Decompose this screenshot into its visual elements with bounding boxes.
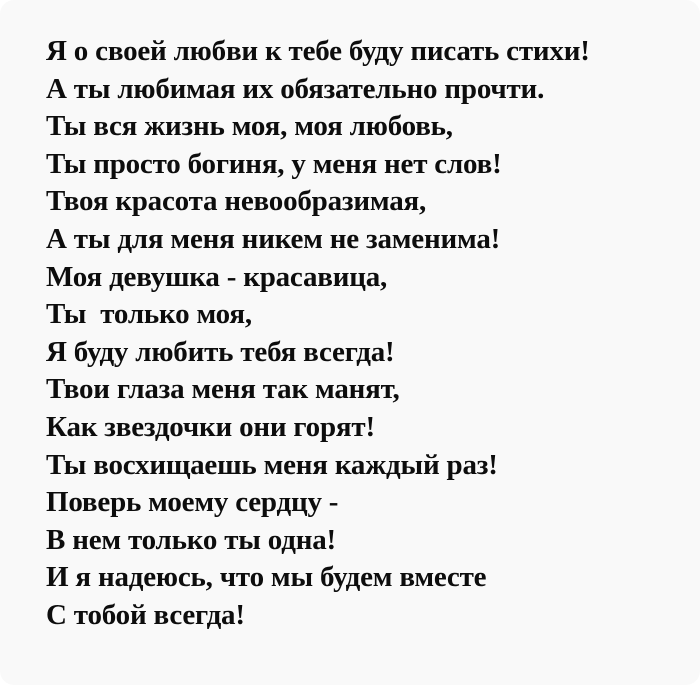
- poem-line: Ты только моя,: [46, 298, 252, 331]
- poem-line: Поверь моему сердцу -: [46, 486, 339, 519]
- poem-line: В нем только ты одна!: [46, 523, 336, 556]
- poem-line: Я буду любить тебя всегда!: [46, 335, 395, 368]
- poem-line: Как звездочки они горят!: [46, 410, 375, 443]
- poem-line: Ты просто богиня, у меня нет слов!: [46, 147, 502, 180]
- poem-line: С тобой всегда!: [46, 598, 245, 631]
- poem-line: И я надеюсь, что мы будем вместе: [46, 561, 487, 594]
- poem-line: Твоя красота невообразимая,: [46, 185, 427, 218]
- poem-line: А ты любимая их обязательно прочти.: [46, 72, 545, 105]
- poem-line: Моя девушка - красавица,: [46, 260, 388, 293]
- poem-line: А ты для меня никем не заменима!: [46, 222, 501, 255]
- poem-line: Ты вся жизнь моя, моя любовь,: [46, 110, 453, 143]
- poem-line: Ты восхищаешь меня каждый раз!: [46, 448, 498, 481]
- poem-line: Я о своей любви к тебе буду писать стихи!: [46, 35, 590, 67]
- poem-line: Твои глаза меня так манят,: [46, 373, 400, 406]
